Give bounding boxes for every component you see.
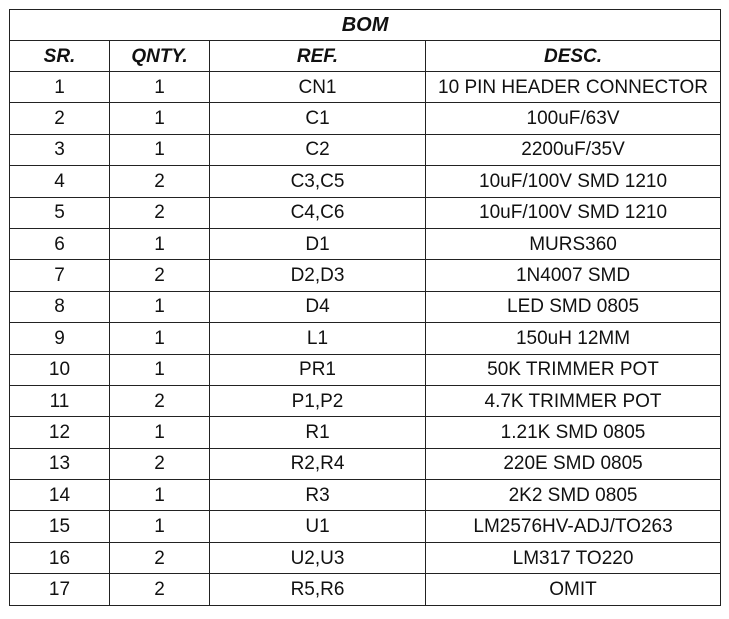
- cell-qnty: 2: [110, 542, 210, 573]
- cell-sr: 2: [10, 103, 110, 134]
- cell-ref: R3: [210, 480, 426, 511]
- column-header-desc: DESC.: [426, 41, 721, 72]
- table-row: [10, 134, 721, 165]
- cell-sr: 17: [10, 574, 110, 605]
- cell-qnty: 1: [110, 417, 210, 448]
- cell-desc: 10uF/100V SMD 1210: [426, 166, 721, 197]
- cell-sr: 4: [10, 166, 110, 197]
- cell-sr: 15: [10, 511, 110, 542]
- cell-ref: D4: [210, 291, 426, 322]
- table-row: [10, 542, 721, 573]
- cell-qnty: 1: [110, 291, 210, 322]
- bom-title-row: [10, 10, 721, 41]
- table-row: [10, 166, 721, 197]
- cell-sr: 3: [10, 134, 110, 165]
- table-row: [10, 385, 721, 416]
- cell-sr: 11: [10, 385, 110, 416]
- table-row: [10, 323, 721, 354]
- cell-desc: LED SMD 0805: [426, 291, 721, 322]
- table-row: [10, 354, 721, 385]
- cell-sr: 14: [10, 480, 110, 511]
- cell-ref: D1: [210, 228, 426, 259]
- cell-desc: OMIT: [426, 574, 721, 605]
- cell-sr: 10: [10, 354, 110, 385]
- cell-ref: C4,C6: [210, 197, 426, 228]
- cell-qnty: 2: [110, 385, 210, 416]
- bom-table-container: [9, 9, 720, 606]
- cell-desc: 4.7K TRIMMER POT: [426, 385, 721, 416]
- table-row: [10, 260, 721, 291]
- cell-qnty: 2: [110, 574, 210, 605]
- cell-ref: D2,D3: [210, 260, 426, 291]
- table-row: [10, 103, 721, 134]
- cell-desc: 10uF/100V SMD 1210: [426, 197, 721, 228]
- cell-qnty: 1: [110, 511, 210, 542]
- cell-qnty: 2: [110, 197, 210, 228]
- cell-ref: L1: [210, 323, 426, 354]
- cell-qnty: 1: [110, 228, 210, 259]
- cell-qnty: 1: [110, 134, 210, 165]
- cell-desc: 1.21K SMD 0805: [426, 417, 721, 448]
- cell-sr: 6: [10, 228, 110, 259]
- column-header-row: [10, 41, 721, 72]
- table-row: [10, 448, 721, 479]
- cell-qnty: 1: [110, 354, 210, 385]
- cell-sr: 16: [10, 542, 110, 573]
- cell-qnty: 2: [110, 260, 210, 291]
- cell-desc: LM317 TO220: [426, 542, 721, 573]
- cell-desc: LM2576HV-ADJ/TO263: [426, 511, 721, 542]
- cell-ref: CN1: [210, 72, 426, 103]
- cell-sr: 1: [10, 72, 110, 103]
- cell-sr: 8: [10, 291, 110, 322]
- table-row: [10, 511, 721, 542]
- bom-title: BOM: [10, 10, 721, 41]
- cell-ref: C2: [210, 134, 426, 165]
- cell-qnty: 2: [110, 166, 210, 197]
- cell-sr: 9: [10, 323, 110, 354]
- cell-desc: 1N4007 SMD: [426, 260, 721, 291]
- cell-desc: 10 PIN HEADER CONNECTOR: [426, 72, 721, 103]
- column-header-qnty: QNTY.: [110, 41, 210, 72]
- cell-qnty: 1: [110, 480, 210, 511]
- cell-ref: R1: [210, 417, 426, 448]
- cell-qnty: 1: [110, 323, 210, 354]
- table-row: [10, 291, 721, 322]
- cell-qnty: 1: [110, 103, 210, 134]
- cell-desc: 2200uF/35V: [426, 134, 721, 165]
- bom-table: [9, 9, 721, 606]
- cell-ref: U1: [210, 511, 426, 542]
- cell-ref: C1: [210, 103, 426, 134]
- column-header-ref: REF.: [210, 41, 426, 72]
- cell-desc: 2K2 SMD 0805: [426, 480, 721, 511]
- cell-ref: PR1: [210, 354, 426, 385]
- table-row: [10, 228, 721, 259]
- cell-sr: 12: [10, 417, 110, 448]
- cell-desc: MURS360: [426, 228, 721, 259]
- cell-desc: 220E SMD 0805: [426, 448, 721, 479]
- table-row: [10, 72, 721, 103]
- cell-ref: R2,R4: [210, 448, 426, 479]
- cell-ref: R5,R6: [210, 574, 426, 605]
- table-row: [10, 417, 721, 448]
- table-row: [10, 574, 721, 605]
- cell-qnty: 2: [110, 448, 210, 479]
- table-row: [10, 197, 721, 228]
- cell-sr: 7: [10, 260, 110, 291]
- cell-sr: 13: [10, 448, 110, 479]
- cell-ref: C3,C5: [210, 166, 426, 197]
- column-header-sr: SR.: [10, 41, 110, 72]
- table-row: [10, 480, 721, 511]
- cell-desc: 150uH 12MM: [426, 323, 721, 354]
- cell-qnty: 1: [110, 72, 210, 103]
- cell-sr: 5: [10, 197, 110, 228]
- cell-desc: 50K TRIMMER POT: [426, 354, 721, 385]
- bom-table-body: [10, 72, 721, 606]
- cell-desc: 100uF/63V: [426, 103, 721, 134]
- cell-ref: P1,P2: [210, 385, 426, 416]
- cell-ref: U2,U3: [210, 542, 426, 573]
